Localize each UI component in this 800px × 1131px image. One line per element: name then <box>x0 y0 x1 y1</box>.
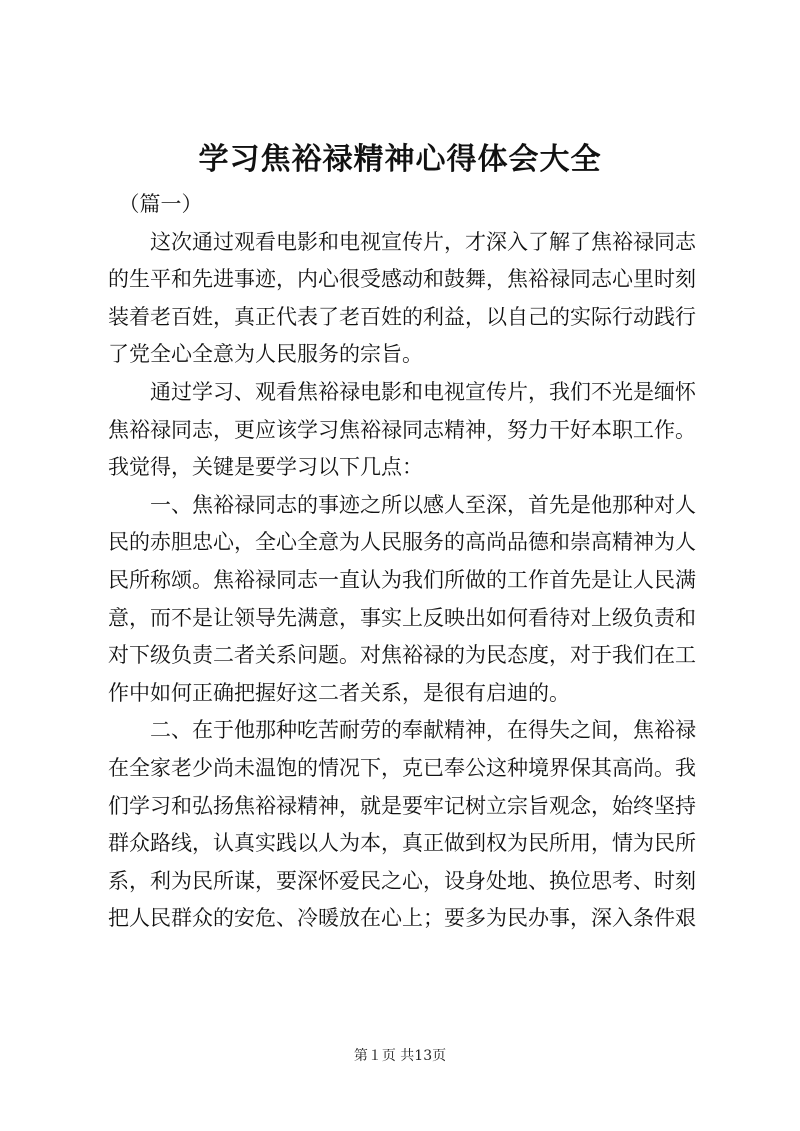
paragraph-learning: 通过学习、观看焦裕禄电影和电视宣传片，我们不光是缅怀 焦裕禄同志，更应该学习焦裕禄同志精神，努力干好本职工作。 我觉得，关键是要学习以下几点： <box>108 379 696 480</box>
document-body <box>108 186 708 938</box>
paragraph-intro: 这次通过观看电影和电视宣传片，才深入了解了焦裕禄同志 的生平和先进事迹，内心很受感动和鼓舞，焦裕禄同志心里时刻 装着老百姓，真正代表了老百姓的利益，以自己的实际行动践行 了党全心全意为人民服务的宗旨。 <box>108 229 696 367</box>
section-heading-part-one: （篇一） <box>108 192 203 216</box>
paragraph-point-one: 一、焦裕禄同志的事迹之所以感人至深，首先是他那种对人 民的赤胆忠心，全心全意为人民服务的高尚品德和崇高精神为人 民所称颂。焦裕禄同志一直认为我们所做的工作首先是让人民满 意，而不是让领导先满意，事实上反映出如何看待对上级负责和 对下级负责二者关系问题。对焦裕禄的为民态度，对于我们在工 作中如何正确把握好这二者关系，是很有启迪的。 <box>108 492 696 705</box>
page-number-footer: 第１页 共13页 <box>353 1048 447 1064</box>
paragraph-point-two: 二、在于他那种吃苦耐劳的奉献精神，在得失之间，焦裕禄 在全家老少尚未温饱的情况下，克已奉公这种境界保其高尚。我 们学习和弘扬焦裕禄精神，就是要牢记树立宗旨观念，始终坚持 群众路线，认真实践以人为本，真正做到权为民所用，情为民所 系，利为民所谋，要深怀爱民之心，设身处地、换位思考、时刻 把人民群众的安危、冷暖放在心上；要多为民办事，深入条件艰 <box>108 718 696 931</box>
document-title: 学习焦裕禄精神心得体会大全 <box>198 142 602 177</box>
